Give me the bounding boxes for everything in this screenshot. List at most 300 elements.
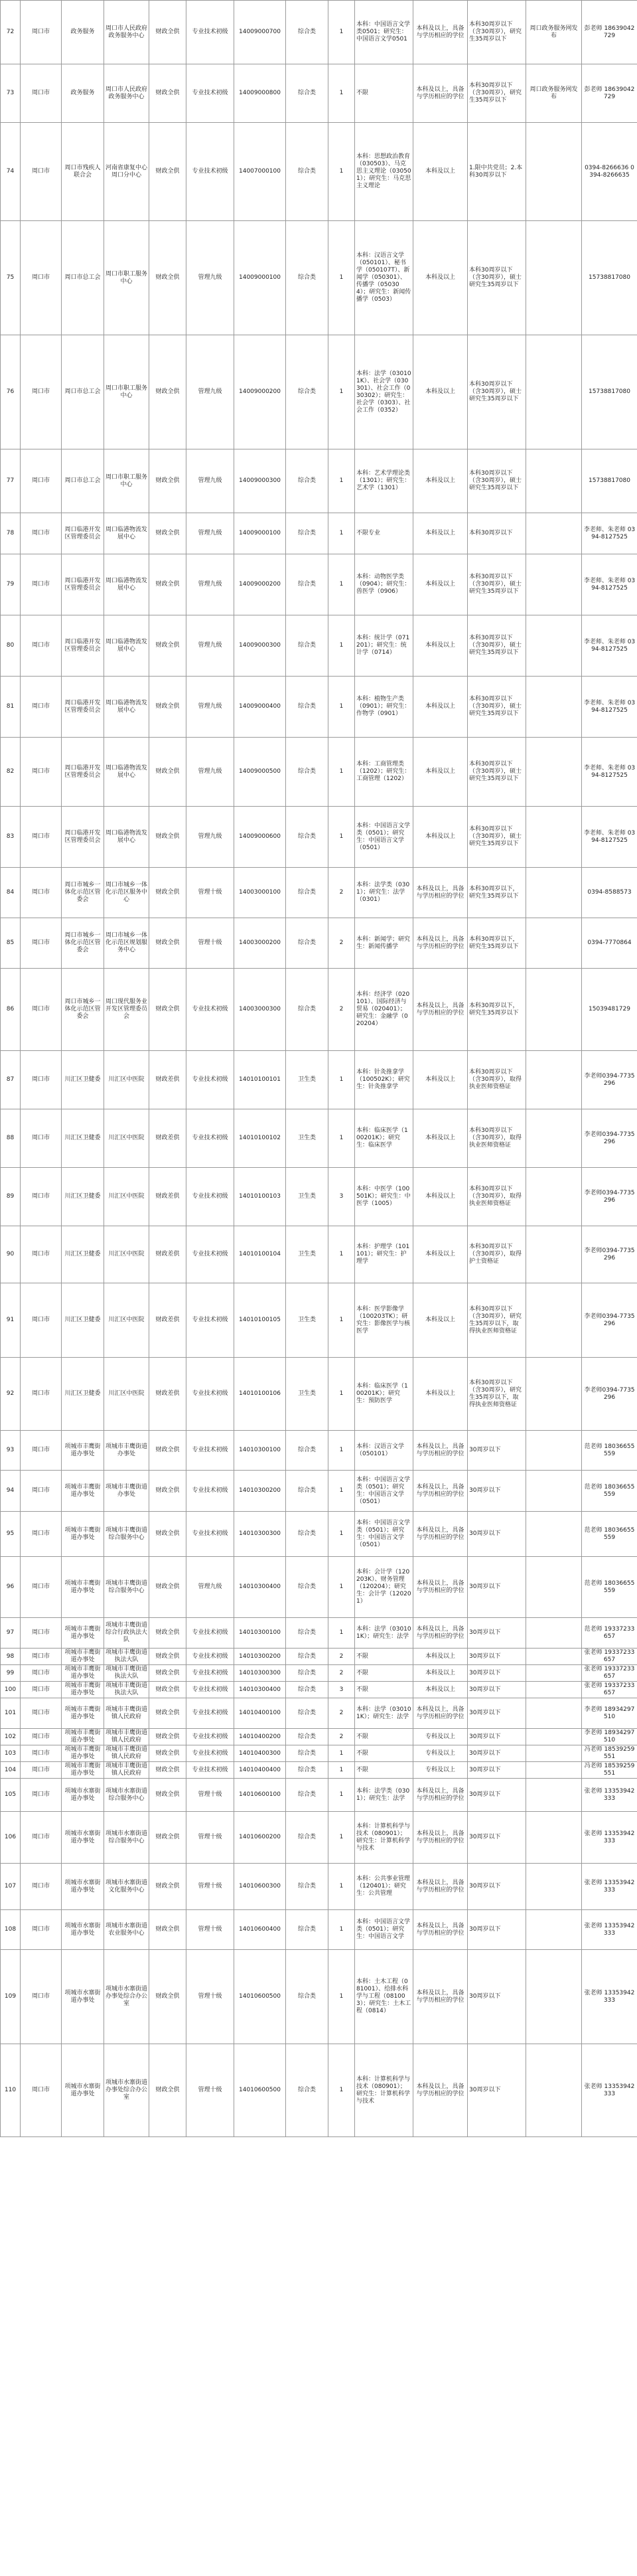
- unit-cell: 项城市水寨街道办事处: [62, 2044, 104, 2137]
- contact-cell: 范老师 18036655559: [582, 1557, 637, 1618]
- table-row: [1, 1762, 637, 1779]
- department-cell: 周口临港物流发展中心: [104, 554, 149, 615]
- department-cell: 川汇区中医院: [104, 1109, 149, 1168]
- table-row: [1, 554, 637, 615]
- major-cell: 本科：土木工程（081001）、给排水科学与工程（081003）；研究生：土木工程（0814）: [355, 1950, 413, 2044]
- contact-cell: 范老师 19337233657: [582, 1618, 637, 1649]
- row-number: 98: [1, 1649, 21, 1665]
- contact-cell: 张老师 13353942333: [582, 1950, 637, 2044]
- requirement-cell: 30周岁以下: [468, 2044, 526, 2137]
- note-cell: [526, 1812, 582, 1864]
- exam-type-cell: 卫生类: [286, 1168, 328, 1226]
- post-code-cell: 14007000100: [234, 123, 286, 221]
- headcount-cell: 1: [328, 1910, 355, 1950]
- city-cell: 周口市: [21, 1812, 62, 1864]
- major-cell: 本科：会计学（120203K）、财务管理（120204）；研究生：会计学（120201）: [355, 1557, 413, 1618]
- post-level-cell: 专业技术初级: [186, 1698, 234, 1729]
- funding-cell: 财政全供: [149, 335, 186, 449]
- post-level-cell: 管理十级: [186, 1864, 234, 1910]
- row-number: 76: [1, 335, 21, 449]
- post-level-cell: 专业技术初级: [186, 1649, 234, 1665]
- note-cell: [526, 615, 582, 677]
- table-row: [1, 738, 637, 807]
- unit-cell: 周口临港开发区管理委员会: [62, 738, 104, 807]
- contact-cell: 范老师 18036655559: [582, 1431, 637, 1471]
- headcount-cell: 2: [328, 918, 355, 969]
- contact-cell: 15738817080: [582, 221, 637, 335]
- department-cell: 项城市丰鹰街道综合服务中心: [104, 1512, 149, 1557]
- department-cell: 川汇区中医院: [104, 1226, 149, 1283]
- education-cell: 本科及以上，具备与学历相应的学位: [413, 2044, 468, 2137]
- exam-type-cell: 综合类: [286, 554, 328, 615]
- city-cell: 周口市: [21, 1283, 62, 1358]
- major-cell: 本科：公共事业管理（120401）；研究生：公共管理: [355, 1864, 413, 1910]
- table-row: [1, 1051, 637, 1109]
- exam-type-cell: 卫生类: [286, 1358, 328, 1431]
- exam-type-cell: 综合类: [286, 1665, 328, 1682]
- major-cell: 本科：动物医学类（0904）；研究生：兽医学（0906）: [355, 554, 413, 615]
- major-cell: 本科：中国语言文学类（0501）；研究生：中国语言文学（0501）: [355, 1471, 413, 1512]
- major-cell: 本科：汉语言文学（050101）: [355, 1431, 413, 1471]
- exam-type-cell: 综合类: [286, 1698, 328, 1729]
- funding-cell: 财政全供: [149, 807, 186, 868]
- headcount-cell: 1: [328, 449, 355, 513]
- table-row: [1, 449, 637, 513]
- requirement-cell: 本科30周岁以下（含30周岁），硕士研究生35周岁以下: [468, 677, 526, 738]
- education-cell: 本科及以上，具备与学历相应的学位: [413, 1512, 468, 1557]
- unit-cell: 项城市丰鹰街道办事处: [62, 1471, 104, 1512]
- post-code-cell: 14010400400: [234, 1762, 286, 1779]
- note-cell: 周口政务服务网发布: [526, 1, 582, 64]
- major-cell: 不限: [355, 1762, 413, 1779]
- post-code-cell: 14010300400: [234, 1557, 286, 1618]
- post-level-cell: 管理十级: [186, 2044, 234, 2137]
- contact-cell: 15738817080: [582, 449, 637, 513]
- unit-cell: 周口市总工会: [62, 449, 104, 513]
- department-cell: 周口市人民政府政务服务中心: [104, 1, 149, 64]
- post-code-cell: 14009000200: [234, 554, 286, 615]
- unit-cell: 项城市丰鹰街道办事处: [62, 1512, 104, 1557]
- department-cell: 周口市职工服务中心: [104, 335, 149, 449]
- contact-cell: 彭老师 18639042729: [582, 64, 637, 123]
- major-cell: 本科：工商管理类（1202）；研究生：工商管理（1202）: [355, 738, 413, 807]
- contact-cell: 李老师0394-7735296: [582, 1226, 637, 1283]
- education-cell: 本科及以上: [413, 1649, 468, 1665]
- row-number: 103: [1, 1745, 21, 1762]
- unit-cell: 周口市城乡一体化示范区管委会: [62, 868, 104, 918]
- department-cell: 项城市丰鹰街道执法大队: [104, 1649, 149, 1665]
- note-cell: [526, 918, 582, 969]
- note-cell: [526, 1557, 582, 1618]
- funding-cell: 财政全供: [149, 1762, 186, 1779]
- row-number: 101: [1, 1698, 21, 1729]
- contact-cell: 冯老师 18539259551: [582, 1762, 637, 1779]
- education-cell: 本科及以上，具备与学历相应的学位: [413, 1618, 468, 1649]
- note-cell: [526, 1950, 582, 2044]
- unit-cell: 川汇区卫健委: [62, 1051, 104, 1109]
- post-code-cell: 14003000200: [234, 918, 286, 969]
- headcount-cell: 1: [328, 1618, 355, 1649]
- education-cell: 本科及以上: [413, 1283, 468, 1358]
- exam-type-cell: 综合类: [286, 1, 328, 64]
- unit-cell: 项城市水寨街道办事处: [62, 1910, 104, 1950]
- education-cell: 本科及以上: [413, 1051, 468, 1109]
- row-number: 83: [1, 807, 21, 868]
- table-row: [1, 2044, 637, 2137]
- education-cell: 本科及以上: [413, 1358, 468, 1431]
- row-number: 86: [1, 969, 21, 1051]
- post-code-cell: 14009000300: [234, 449, 286, 513]
- funding-cell: 财政差供: [149, 1283, 186, 1358]
- department-cell: 周口现代服务业开发区管理委员会: [104, 969, 149, 1051]
- note-cell: [526, 1762, 582, 1779]
- education-cell: 本科及以上，具备与学历相应的学位: [413, 1812, 468, 1864]
- post-code-cell: 14010600200: [234, 1812, 286, 1864]
- headcount-cell: 1: [328, 1358, 355, 1431]
- department-cell: 周口市人民政府政务服务中心: [104, 64, 149, 123]
- row-number: 108: [1, 1910, 21, 1950]
- funding-cell: 财政全供: [149, 677, 186, 738]
- department-cell: 项城市水寨街道农业服务中心: [104, 1910, 149, 1950]
- requirement-cell: 30周岁以下: [468, 1950, 526, 2044]
- post-level-cell: 专业技术初级: [186, 1745, 234, 1762]
- education-cell: 专科及以上: [413, 1745, 468, 1762]
- headcount-cell: 1: [328, 1, 355, 64]
- note-cell: [526, 1358, 582, 1431]
- post-level-cell: 专业技术初级: [186, 1283, 234, 1358]
- funding-cell: 财政全供: [149, 1950, 186, 2044]
- exam-type-cell: 卫生类: [286, 1109, 328, 1168]
- requirement-cell: 本科30周岁以下（含30周岁），硕士研究生35周岁以下: [468, 615, 526, 677]
- note-cell: [526, 1698, 582, 1729]
- requirement-cell: 30周岁以下: [468, 1649, 526, 1665]
- headcount-cell: 1: [328, 1283, 355, 1358]
- table-row: [1, 1665, 637, 1682]
- post-level-cell: 专业技术初级: [186, 123, 234, 221]
- education-cell: 本科及以上，具备与学历相应的学位: [413, 969, 468, 1051]
- row-number: 104: [1, 1762, 21, 1779]
- education-cell: 本科及以上: [413, 513, 468, 554]
- post-level-cell: 专业技术初级: [186, 64, 234, 123]
- city-cell: 周口市: [21, 1665, 62, 1682]
- city-cell: 周口市: [21, 513, 62, 554]
- city-cell: 周口市: [21, 1168, 62, 1226]
- note-cell: [526, 1864, 582, 1910]
- exam-type-cell: 综合类: [286, 1864, 328, 1910]
- note-cell: [526, 554, 582, 615]
- funding-cell: 财政全供: [149, 1, 186, 64]
- table-row: [1, 1, 637, 64]
- table-row: [1, 1729, 637, 1745]
- department-cell: 川汇区中医院: [104, 1168, 149, 1226]
- funding-cell: 财政差供: [149, 1168, 186, 1226]
- requirement-cell: 本科30周岁以下（含30周岁），硕士研究生35周岁以下: [468, 738, 526, 807]
- post-code-cell: 14010600400: [234, 1910, 286, 1950]
- post-level-cell: 管理十级: [186, 1812, 234, 1864]
- unit-cell: 周口市城乡一体化示范区管委会: [62, 918, 104, 969]
- exam-type-cell: 卫生类: [286, 1283, 328, 1358]
- post-level-cell: 管理九级: [186, 677, 234, 738]
- note-cell: [526, 123, 582, 221]
- city-cell: 周口市: [21, 1471, 62, 1512]
- unit-cell: 周口市残疾人联合会: [62, 123, 104, 221]
- note-cell: [526, 1226, 582, 1283]
- headcount-cell: 2: [328, 868, 355, 918]
- headcount-cell: 1: [328, 1745, 355, 1762]
- requirement-cell: 30周岁以下: [468, 1471, 526, 1512]
- education-cell: 本科及以上: [413, 1226, 468, 1283]
- post-code-cell: 14010300200: [234, 1649, 286, 1665]
- city-cell: 周口市: [21, 1762, 62, 1779]
- department-cell: 项城市丰鹰街道执法大队: [104, 1665, 149, 1682]
- unit-cell: 川汇区卫健委: [62, 1109, 104, 1168]
- row-number: 105: [1, 1779, 21, 1812]
- department-cell: 周口市职工服务中心: [104, 221, 149, 335]
- funding-cell: 财政全供: [149, 615, 186, 677]
- table-row: [1, 1557, 637, 1618]
- requirement-cell: 30周岁以下: [468, 1698, 526, 1729]
- requirement-cell: 本科30周岁以下，研究生35周岁以下: [468, 969, 526, 1051]
- row-number: 78: [1, 513, 21, 554]
- headcount-cell: 1: [328, 738, 355, 807]
- exam-type-cell: 综合类: [286, 1779, 328, 1812]
- exam-type-cell: 综合类: [286, 449, 328, 513]
- education-cell: 本科及以上: [413, 1682, 468, 1698]
- education-cell: 本科及以上: [413, 335, 468, 449]
- city-cell: 周口市: [21, 1649, 62, 1665]
- table-row: [1, 1682, 637, 1698]
- requirement-cell: 30周岁以下: [468, 1864, 526, 1910]
- city-cell: 周口市: [21, 969, 62, 1051]
- department-cell: 项城市水寨街道综合服务中心: [104, 1812, 149, 1864]
- note-cell: [526, 1665, 582, 1682]
- exam-type-cell: 综合类: [286, 2044, 328, 2137]
- contact-cell: 15738817080: [582, 335, 637, 449]
- table-row: [1, 1745, 637, 1762]
- table-row: [1, 1512, 637, 1557]
- unit-cell: 项城市丰鹰街道办事处: [62, 1698, 104, 1729]
- department-cell: 周口市城乡一体化示范区规划服务中心: [104, 918, 149, 969]
- row-number: 107: [1, 1864, 21, 1910]
- post-code-cell: 14010400300: [234, 1745, 286, 1762]
- post-level-cell: 管理十级: [186, 918, 234, 969]
- post-code-cell: 14010100105: [234, 1283, 286, 1358]
- table-row: [1, 1910, 637, 1950]
- city-cell: 周口市: [21, 554, 62, 615]
- note-cell: [526, 969, 582, 1051]
- table-row: [1, 807, 637, 868]
- department-cell: 河南省康复中心周口分中心: [104, 123, 149, 221]
- post-level-cell: 专业技术初级: [186, 1358, 234, 1431]
- requirement-cell: 30周岁以下: [468, 1557, 526, 1618]
- post-code-cell: 14009000200: [234, 335, 286, 449]
- requirement-cell: 30周岁以下: [468, 1910, 526, 1950]
- note-cell: [526, 1283, 582, 1358]
- row-number: 82: [1, 738, 21, 807]
- table-row: [1, 1618, 637, 1649]
- department-cell: 周口市职工服务中心: [104, 449, 149, 513]
- contact-cell: 冯老师 18539259551: [582, 1745, 637, 1762]
- contact-cell: 李老师、朱老师 0394-8127525: [582, 615, 637, 677]
- major-cell: 本科：医学影像学（100203TK）；研究生：影像医学与核医学: [355, 1283, 413, 1358]
- city-cell: 周口市: [21, 1557, 62, 1618]
- exam-type-cell: 综合类: [286, 1682, 328, 1698]
- contact-cell: 张老师 19337233657: [582, 1665, 637, 1682]
- row-number: 88: [1, 1109, 21, 1168]
- post-level-cell: 管理十级: [186, 1779, 234, 1812]
- requirement-cell: 30周岁以下: [468, 1682, 526, 1698]
- row-number: 89: [1, 1168, 21, 1226]
- funding-cell: 财政全供: [149, 1682, 186, 1698]
- contact-cell: 张老师 13353942333: [582, 1864, 637, 1910]
- row-number: 96: [1, 1557, 21, 1618]
- city-cell: 周口市: [21, 1779, 62, 1812]
- major-cell: 不限: [355, 1649, 413, 1665]
- contact-cell: 李老师、朱老师 0394-8127525: [582, 807, 637, 868]
- unit-cell: 周口临港开发区管理委员会: [62, 807, 104, 868]
- education-cell: 本科及以上: [413, 738, 468, 807]
- headcount-cell: 1: [328, 1109, 355, 1168]
- exam-type-cell: 综合类: [286, 1431, 328, 1471]
- unit-cell: 周口临港开发区管理委员会: [62, 513, 104, 554]
- requirement-cell: 本科30周岁以下（含30周岁），研究生35周岁以下: [468, 64, 526, 123]
- note-cell: [526, 2044, 582, 2137]
- major-cell: 不限: [355, 64, 413, 123]
- exam-type-cell: 综合类: [286, 1729, 328, 1745]
- unit-cell: 项城市丰鹰街道办事处: [62, 1682, 104, 1698]
- table-row: [1, 1168, 637, 1226]
- post-level-cell: 专业技术初级: [186, 1762, 234, 1779]
- unit-cell: 项城市丰鹰街道办事处: [62, 1557, 104, 1618]
- city-cell: 周口市: [21, 64, 62, 123]
- unit-cell: 川汇区卫健委: [62, 1283, 104, 1358]
- contact-cell: 0394-7770864: [582, 918, 637, 969]
- city-cell: 周口市: [21, 1226, 62, 1283]
- contact-cell: 0394-8588573: [582, 868, 637, 918]
- department-cell: 周口临港物流发展中心: [104, 513, 149, 554]
- department-cell: 项城市水寨街道综合服务中心: [104, 1779, 149, 1812]
- post-code-cell: 14009000100: [234, 513, 286, 554]
- requirement-cell: 本科30周岁以下（含30周岁），硕士研究生35周岁以下: [468, 335, 526, 449]
- note-cell: [526, 1682, 582, 1698]
- contact-cell: 范老师 18036655559: [582, 1471, 637, 1512]
- exam-type-cell: 综合类: [286, 513, 328, 554]
- post-code-cell: 14010600500: [234, 2044, 286, 2137]
- exam-type-cell: 综合类: [286, 918, 328, 969]
- contact-cell: 张老师 13353942333: [582, 2044, 637, 2137]
- city-cell: 周口市: [21, 449, 62, 513]
- post-code-cell: 14009000600: [234, 807, 286, 868]
- city-cell: 周口市: [21, 1051, 62, 1109]
- unit-cell: 川汇区卫健委: [62, 1168, 104, 1226]
- requirement-cell: 本科30周岁以下（含30周岁），硕士研究生35周岁以下: [468, 221, 526, 335]
- major-cell: 本科：思想政治教育（030503）、马克思主义理论（030501）；研究生：马克思主义理论: [355, 123, 413, 221]
- table-row: [1, 1864, 637, 1910]
- city-cell: 周口市: [21, 335, 62, 449]
- requirement-cell: 30周岁以下: [468, 1779, 526, 1812]
- department-cell: 周口临港物流发展中心: [104, 738, 149, 807]
- post-level-cell: 管理九级: [186, 807, 234, 868]
- table-row: [1, 221, 637, 335]
- department-cell: 项城市丰鹰街道镇人民政府: [104, 1745, 149, 1762]
- requirement-cell: 本科30周岁以下（含30周岁），研究生35周岁以下，取得执业医师资格证: [468, 1358, 526, 1431]
- note-cell: [526, 1618, 582, 1649]
- headcount-cell: 1: [328, 123, 355, 221]
- education-cell: 本科及以上，具备与学历相应的学位: [413, 1, 468, 64]
- education-cell: 本科及以上: [413, 221, 468, 335]
- contact-cell: 李老师、朱老师 0394-8127525: [582, 513, 637, 554]
- city-cell: 周口市: [21, 1682, 62, 1698]
- department-cell: 川汇区中医院: [104, 1358, 149, 1431]
- education-cell: 本科及以上: [413, 1109, 468, 1168]
- exam-type-cell: 综合类: [286, 1649, 328, 1665]
- post-code-cell: 14010100103: [234, 1168, 286, 1226]
- unit-cell: 川汇区卫健委: [62, 1226, 104, 1283]
- post-code-cell: 14010100106: [234, 1358, 286, 1431]
- note-cell: [526, 1471, 582, 1512]
- department-cell: 周口临港物流发展中心: [104, 677, 149, 738]
- major-cell: 本科：统计学（071201）；研究生：统计学（0714）: [355, 615, 413, 677]
- education-cell: 本科及以上，具备与学历相应的学位: [413, 1431, 468, 1471]
- education-cell: 本科及以上: [413, 554, 468, 615]
- department-cell: 项城市丰鹰街道执法大队: [104, 1682, 149, 1698]
- funding-cell: 财政全供: [149, 868, 186, 918]
- table-row: [1, 1779, 637, 1812]
- post-level-cell: 管理十级: [186, 1910, 234, 1950]
- table-row: [1, 868, 637, 918]
- education-cell: 本科及以上，具备与学历相应的学位: [413, 1779, 468, 1812]
- city-cell: 周口市: [21, 1729, 62, 1745]
- table-row: [1, 1471, 637, 1512]
- headcount-cell: 1: [328, 1812, 355, 1864]
- headcount-cell: 2: [328, 1729, 355, 1745]
- unit-cell: 项城市水寨街道办事处: [62, 1779, 104, 1812]
- contact-cell: 李老师 18934297510: [582, 1729, 637, 1745]
- city-cell: 周口市: [21, 1950, 62, 2044]
- headcount-cell: 1: [328, 1431, 355, 1471]
- major-cell: 本科：法学类（0301）；研究生：法学（0301）: [355, 868, 413, 918]
- note-cell: [526, 449, 582, 513]
- department-cell: 项城市丰鹰街道综合服务中心: [104, 1557, 149, 1618]
- exam-type-cell: 综合类: [286, 1812, 328, 1864]
- post-code-cell: 14010300200: [234, 1471, 286, 1512]
- unit-cell: 周口市城乡一体化示范区管委会: [62, 969, 104, 1051]
- city-cell: 周口市: [21, 807, 62, 868]
- note-cell: [526, 868, 582, 918]
- row-number: 73: [1, 64, 21, 123]
- unit-cell: 政务服务: [62, 1, 104, 64]
- unit-cell: 项城市丰鹰街道办事处: [62, 1762, 104, 1779]
- table-row: [1, 335, 637, 449]
- row-number: 90: [1, 1226, 21, 1283]
- note-cell: [526, 1729, 582, 1745]
- table-row: [1, 513, 637, 554]
- exam-type-cell: 综合类: [286, 123, 328, 221]
- city-cell: 周口市: [21, 2044, 62, 2137]
- contact-cell: 李老师0394-7735296: [582, 1283, 637, 1358]
- unit-cell: 项城市丰鹰街道办事处: [62, 1618, 104, 1649]
- post-code-cell: 14009000800: [234, 64, 286, 123]
- major-cell: 本科：中国语言文学类（0501）；研究生：中国语言文学（0501）: [355, 807, 413, 868]
- requirement-cell: 本科30周岁以下（含30周岁），硕士研究生35周岁以下: [468, 807, 526, 868]
- major-cell: 不限: [355, 1682, 413, 1698]
- funding-cell: 财政全供: [149, 1557, 186, 1618]
- major-cell: 本科：艺术学理论类（1301）；研究生：艺术学（1301）: [355, 449, 413, 513]
- exam-type-cell: 综合类: [286, 335, 328, 449]
- education-cell: 本科及以上: [413, 615, 468, 677]
- unit-cell: 项城市丰鹰街道办事处: [62, 1649, 104, 1665]
- education-cell: 本科及以上，具备与学历相应的学位: [413, 918, 468, 969]
